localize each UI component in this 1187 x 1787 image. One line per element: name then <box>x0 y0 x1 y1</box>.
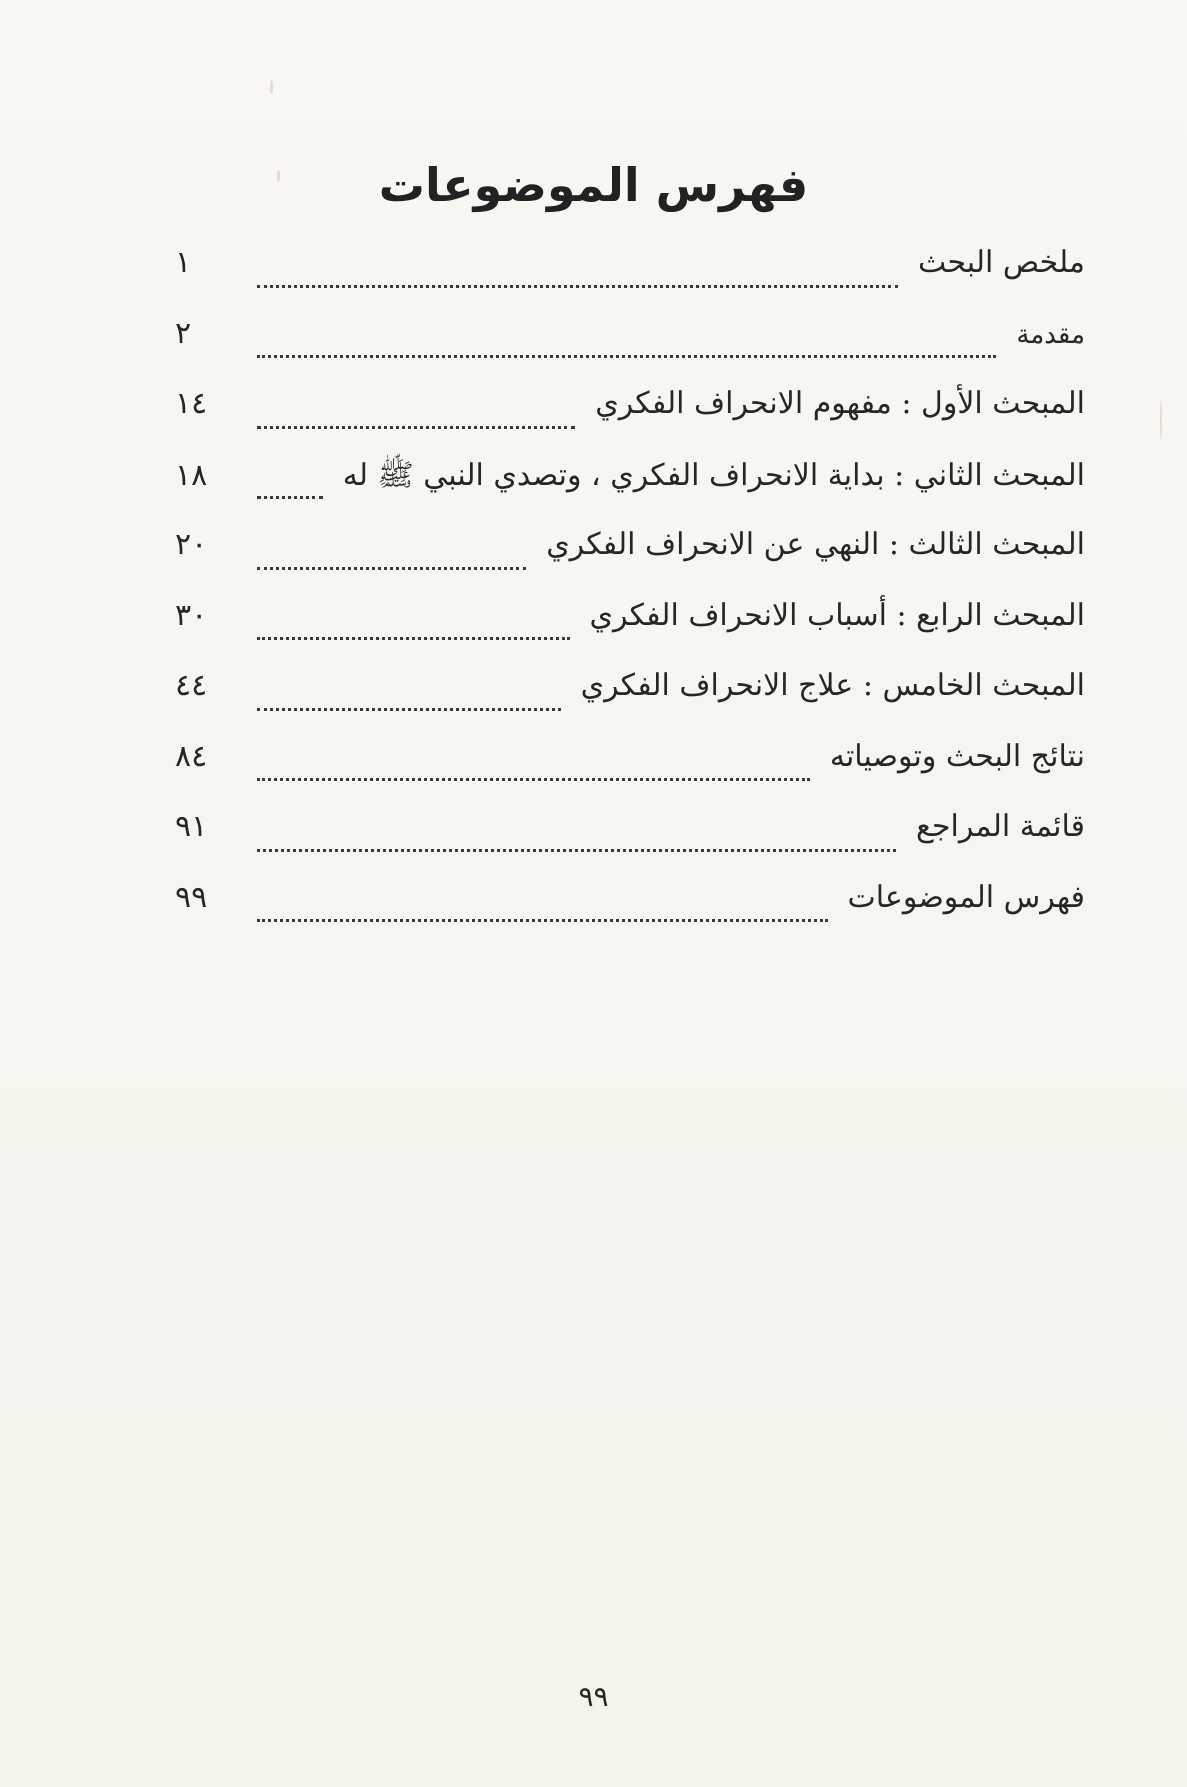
toc-entry <box>175 809 1085 880</box>
toc-entry-label: ملخص البحث <box>917 245 1085 280</box>
dot-leader <box>257 778 810 781</box>
dot-leader <box>257 285 898 288</box>
dot-leader <box>257 567 526 570</box>
paper-speck <box>270 80 273 94</box>
toc-entry-page: ٤٤ <box>175 668 208 703</box>
toc-entry <box>175 527 1085 598</box>
dot-leader <box>257 496 323 499</box>
dot-leader <box>257 637 570 640</box>
toc-entry-label: المبحث الثالث : النهي عن الانحراف الفكري <box>546 527 1085 562</box>
toc-entry-label: مقدمة <box>1016 319 1085 350</box>
toc-entry <box>175 245 1085 316</box>
toc-entry <box>175 457 1085 528</box>
toc-entry-label: المبحث الرابع : أسباب الانحراف الفكري <box>589 597 1085 633</box>
dot-leader <box>257 426 575 429</box>
toc-entry-page: ١٨ <box>175 457 208 493</box>
toc-entry <box>175 668 1085 739</box>
toc-entry-label: نتائج البحث وتوصياته <box>829 738 1085 774</box>
table-of-contents <box>175 245 1085 950</box>
page-number: ٩٩ <box>578 1680 609 1713</box>
toc-entry-label: فهرس الموضوعات <box>847 879 1085 915</box>
toc-entry-page: ٨٤ <box>175 738 208 774</box>
dot-leader <box>257 708 561 711</box>
toc-entry-page: ٩٩ <box>175 879 208 915</box>
toc-entry <box>175 316 1085 387</box>
toc-entry-label: قائمة المراجع <box>915 809 1085 844</box>
dot-leader <box>257 849 896 852</box>
toc-entry-label: المبحث الثاني : بداية الانحراف الفكري ، وتصدي النبي ﷺ له <box>342 457 1085 493</box>
paper-speck <box>1160 400 1162 440</box>
toc-entry-page: ٩١ <box>175 809 208 844</box>
toc-entry-page: ٣٠ <box>175 597 208 633</box>
toc-entry-page: ٢ <box>175 315 192 351</box>
dot-leader <box>257 355 996 358</box>
toc-entry <box>175 598 1085 669</box>
page-title: فهرس الموضوعات <box>378 158 809 212</box>
toc-entry-label: المبحث الأول : مفهوم الانحراف الفكري <box>595 386 1085 421</box>
toc-entry-page: ٢٠ <box>175 527 208 562</box>
toc-entry <box>175 880 1085 951</box>
toc-entry-page: ١ <box>175 245 192 280</box>
toc-entry-page: ١٤ <box>175 386 208 421</box>
toc-entry-label: المبحث الخامس : علاج الانحراف الفكري <box>580 668 1085 703</box>
toc-entry <box>175 386 1085 457</box>
dot-leader <box>257 919 828 922</box>
toc-entry <box>175 739 1085 810</box>
